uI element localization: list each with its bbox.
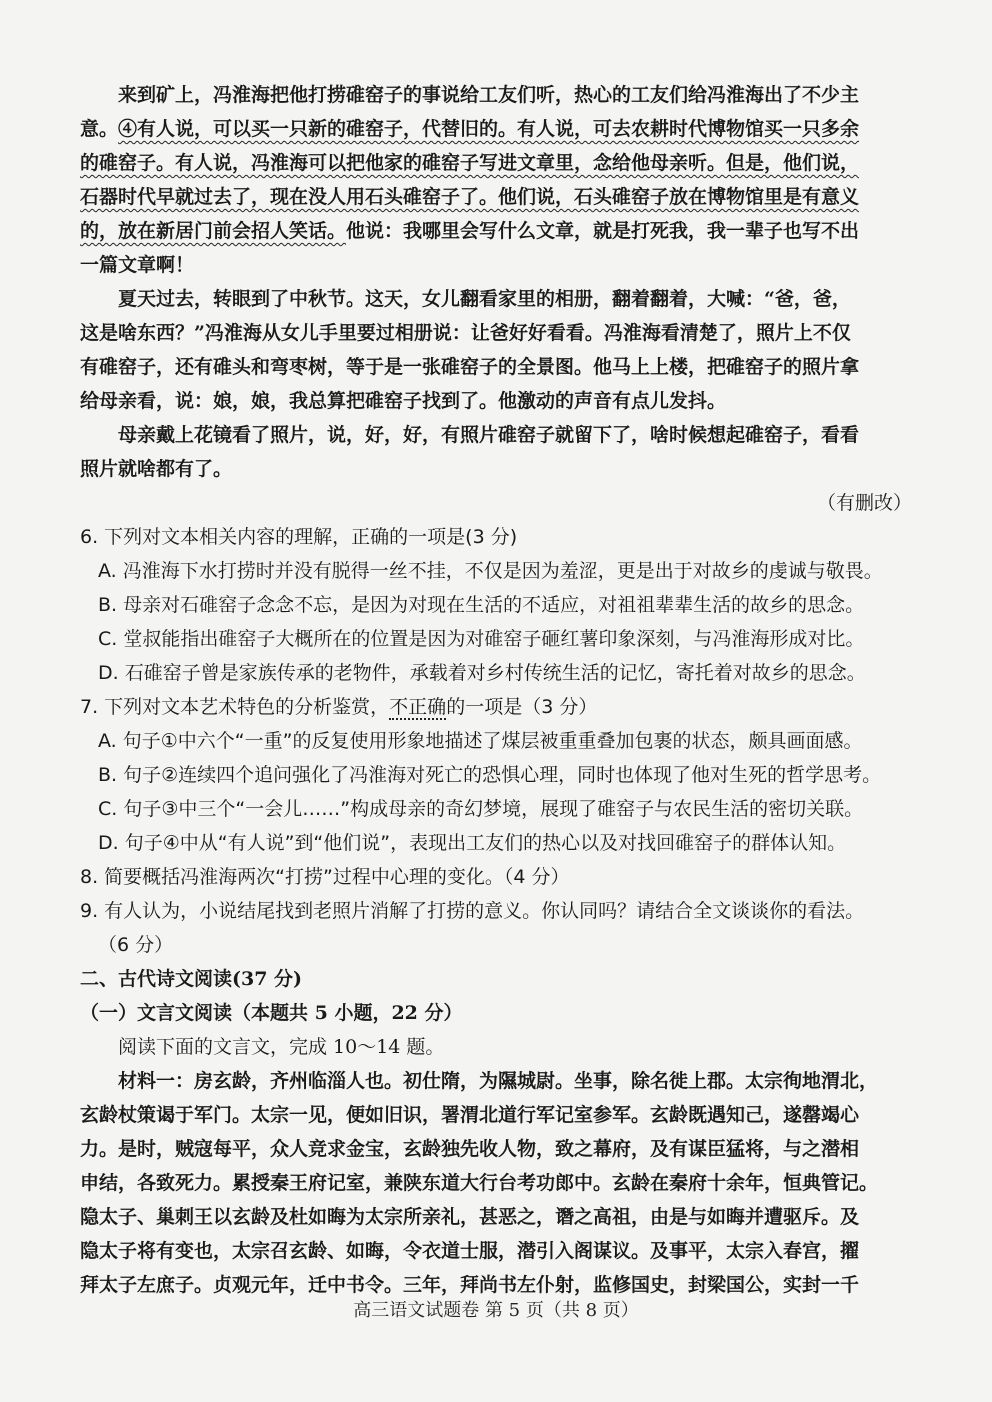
question-7 — [80, 690, 922, 724]
passage-line — [80, 112, 922, 146]
question-8: 8. 简要概括冯淮海两次“打捞”过程中心理的变化。（4 分） — [80, 866, 570, 888]
option-7c: C. 句子③中三个“一会儿……”构成母亲的奇幻梦境，展现了碓窑子与农民生活的密切关联。 — [98, 798, 864, 820]
material-line — [80, 1064, 922, 1098]
material-line: 隐太子将有变也，太宗召玄龄、如晦，令衣道士服，潜引入阁谋议。及事平，太宗入春宫，擢 — [80, 1240, 860, 1262]
reading-passage — [80, 78, 922, 520]
question-6: 6. 下列对文本相关内容的理解，正确的一项是(3 分) — [80, 526, 518, 548]
subsection-title: （一）文言文阅读（本题共 5 小题，22 分） — [80, 1002, 463, 1024]
option-7a: A. 句子①中六个“一重”的反复使用形象地描述了煤层被重重叠加包裹的状态，颇具画面感。 — [98, 730, 863, 752]
option-6d: D. 石碓窑子曾是家族传承的老物件，承载着对乡村传统生活的记忆，寄托着对故乡的思念。 — [98, 662, 866, 684]
annotated-sentence-4: 石器时代早就过去了，现在没人用石头碓窑子了。他们说，石头碓窑子放在博物馆里是有意义 — [80, 186, 860, 208]
question-9-score: （6 分） — [98, 934, 174, 956]
material-line: 力。是时，贼寇每平，众人竞求金宝，玄龄独先收人物，致之幕府，及有谋臣猛将，与之潜相 — [80, 1138, 860, 1160]
passage-line — [80, 180, 922, 214]
option-7b: B. 句子②连续四个追问强化了冯淮海对死亡的恐惧心理，同时也体现了他对生死的哲学思考。 — [98, 764, 882, 786]
passage-line — [80, 214, 922, 248]
question-9: 9. 有人认为，小说结尾找到老照片消解了打捞的意义。你认同吗？请结合全文谈谈你的看法。 — [80, 900, 865, 922]
passage-line: 有碓窑子，还有碓头和弯枣树，等于是一张碓窑子的全景图。他马上上楼，把碓窑子的照片拿 — [80, 356, 860, 378]
option-6a: A. 冯淮海下水打捞时并没有脱得一丝不挂，不仅是因为羞涩，更是出于对故乡的虔诚与敬畏。 — [98, 560, 883, 582]
passage-line: 给母亲看，说：娘，娘，我总算把碓窑子找到了。他激动的声音有点儿发抖。 — [80, 390, 727, 412]
material-line: 玄龄杖策谒于军门。太宗一见，便如旧识，署渭北道行军记室参军。玄龄既遇知己，遂罄竭心 — [80, 1104, 860, 1126]
section-title: 二、古代诗文阅读(37 分) — [80, 968, 303, 990]
source-note: （有删改） — [816, 492, 912, 514]
page-footer: 高三语文试题卷 第 5 页（共 8 页） — [353, 1300, 639, 1321]
option-7d: D. 句子④中从“有人说”到“他们说”，表现出工友们的热心以及对找回碓窑子的群体认知。 — [98, 832, 847, 854]
question-block — [80, 520, 922, 962]
material-text: 房玄龄，齐州临淄人也。初仕隋，为隰城尉。坐事，除名徙上郡。太宗徇地渭北， — [194, 1070, 879, 1092]
material-line: 申结，各致死力。累授秦王府记室，兼陕东道大行台考功郎中。玄龄在秦府十余年，恒典管记。 — [80, 1172, 879, 1194]
material-label: 材料一： — [118, 1070, 195, 1092]
question-text: 的一项是（3 分） — [446, 696, 598, 718]
material-line: 拜太子左庶子。贞观元年，迁中书令。三年，拜尚书左仆射，监修国史，封梁国公，实封一千 — [80, 1274, 860, 1296]
passage-text: 意。 — [80, 118, 119, 140]
passage-line: 来到矿上，冯淮海把他打捞碓窑子的事说给工友们听，热心的工友们给冯淮海出了不少主 — [118, 84, 860, 106]
annotated-sentence-4: 的碓窑子。有人说，冯淮海可以把他家的碓窑子写进文章里，念给他母亲听。但是，他们说， — [80, 152, 860, 174]
question-text: 7. 下列对文本艺术特色的分析鉴赏， — [80, 696, 390, 718]
option-6c: C. 堂叔能指出碓窑子大概所在的位置是因为对碓窑子砸红薯印象深刻，与冯淮海形成对比。 — [98, 628, 865, 650]
passage-line: 这是啥东西？”冯淮海从女儿手里要过相册说：让爸好好看看。冯淮海看清楚了，照片上不仅 — [80, 322, 851, 344]
passage-line — [80, 146, 922, 180]
instruction-text: 阅读下面的文言文，完成 10～14 题。 — [118, 1036, 445, 1058]
material-line: 隐太子、巢刺王以玄龄及杜如晦为太宗所亲礼，甚恶之，谮之高祖，由是与如晦并遭驱斥。及 — [80, 1206, 860, 1228]
passage-line: 母亲戴上花镜看了照片，说，好，好，有照片碓窑子就留下了，啥时候想起碓窑子，看看 — [118, 424, 860, 446]
annotated-sentence-4: 的，放在新居门前会招人笑话。 — [80, 220, 347, 242]
classical-reading-section — [80, 962, 922, 1302]
annotated-sentence-4: ④有人说，可以买一只新的碓窑子，代替旧的。有人说，可去农耕时代博物馆买一只多余 — [118, 118, 860, 140]
passage-text: 他说：我哪里会写什么文章，就是打死我，我一辈子也写不出 — [346, 220, 860, 242]
passage-line: 照片就啥都有了。 — [80, 458, 233, 480]
option-6b: B. 母亲对石碓窑子念念不忘，是因为对现在生活的不适应，对祖祖辈辈生活的故乡的思念。 — [98, 594, 865, 616]
emphasis-not-correct: 不正确 — [389, 696, 447, 718]
passage-line: 一篇文章啊！ — [80, 254, 195, 276]
passage-line: 夏天过去，转眼到了中秋节。这天，女儿翻看家里的相册，翻着翻着，大喊：“爸，爸， — [118, 288, 851, 310]
